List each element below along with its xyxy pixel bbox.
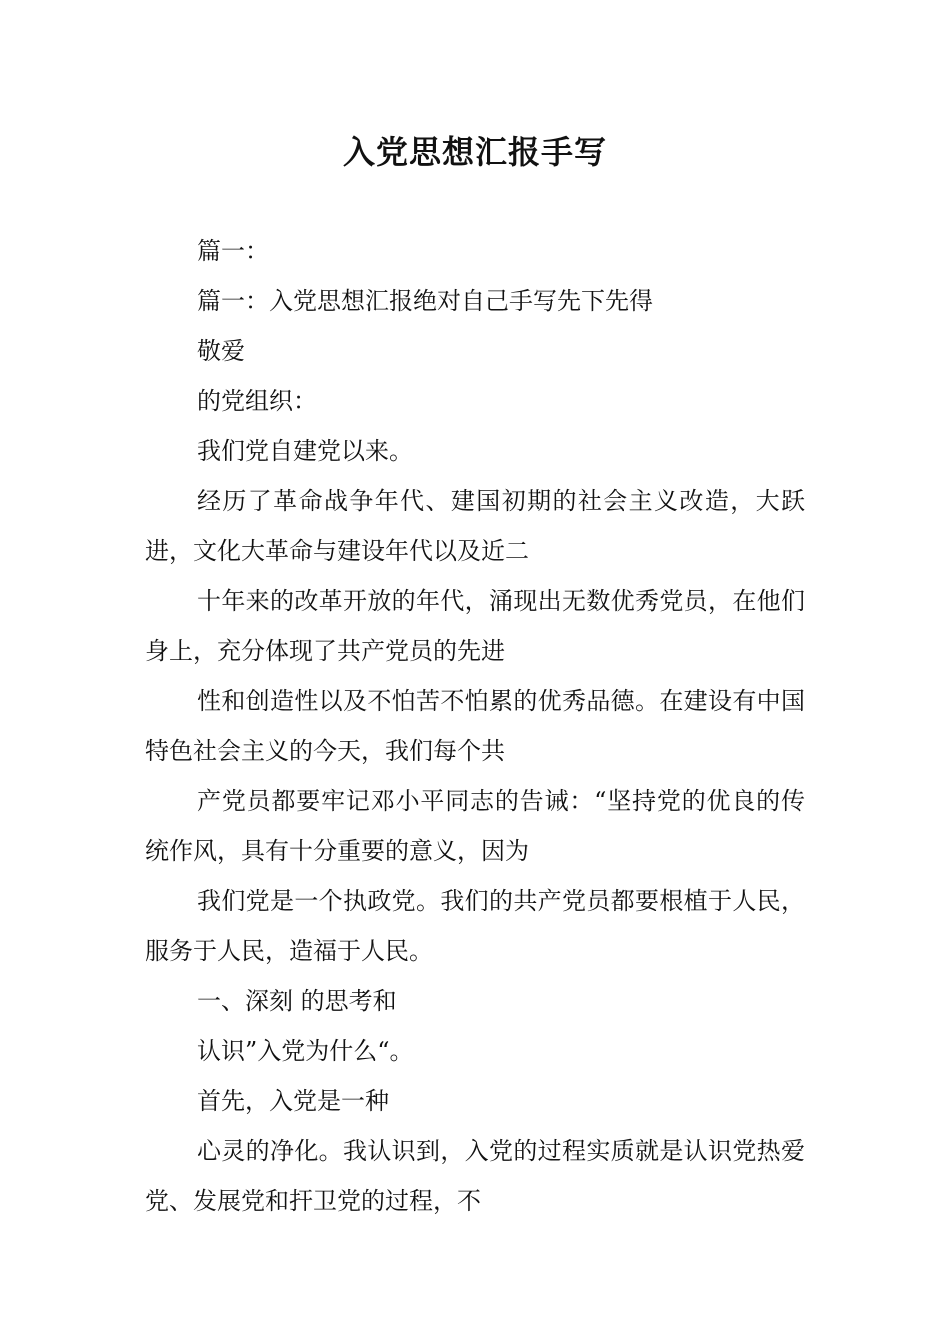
paragraph: 我们党是一个执政党。我们的共产党员都要根植于人民，服务于人民，造福于人民。 [145, 887, 805, 965]
paragraph: 首先，入党是一种 [197, 1087, 389, 1115]
paragraph: 敬爱 [197, 337, 245, 365]
document-body [145, 226, 805, 1226]
paragraph: 经历了革命战争年代、建国初期的社会主义改造，大跃进，文化大革命与建设年代以及近二 [145, 487, 805, 565]
paragraph: 的党组织： [197, 387, 317, 415]
document-title: 入党思想汇报手写 [342, 133, 607, 171]
paragraph: 我们党自建党以来。 [197, 437, 413, 465]
paragraph: 篇一： [197, 237, 269, 265]
paragraph: 十年来的改革开放的年代，涌现出无数优秀党员，在他们身上，充分体现了共产党员的先进 [145, 587, 805, 665]
paragraph: 性和创造性以及不怕苦不怕累的优秀品德。在建设有中国特色社会主义的今天，我们每个共 [145, 687, 805, 765]
paragraph: 认识”入党为什么“。 [197, 1037, 414, 1065]
paragraph: 一、深刻 的思考和 [197, 987, 397, 1015]
paragraph: 心灵的净化。我认识到，入党的过程实质就是认识党热爱党、发展党和扞卫党的过程，不 [145, 1137, 805, 1215]
paragraph: 篇一：入党思想汇报绝对自己手写先下先得 [197, 287, 653, 315]
paragraph: 产党员都要牢记邓小平同志的告诫：“坚持党的优良的传统作风，具有十分重要的意义，因为 [145, 787, 805, 865]
